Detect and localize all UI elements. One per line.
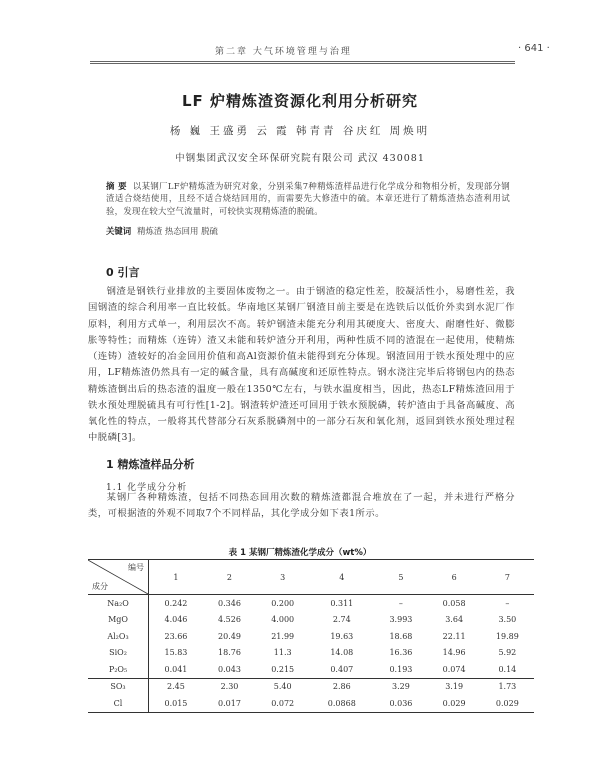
table-cell: 0.058 — [442, 598, 466, 608]
table-row — [88, 628, 534, 645]
table-corner-cell — [88, 560, 149, 595]
row-label: MgO — [88, 612, 149, 629]
table-cell: 0.029 — [495, 698, 519, 708]
table-cell: 15.83 — [164, 648, 188, 658]
table-cell: 14.96 — [442, 648, 466, 658]
table-cell: 0.407 — [330, 664, 354, 674]
table-cell: 3.64 — [445, 615, 464, 625]
abstract-label: 摘 要 — [106, 181, 127, 191]
table-cell: 4.000 — [271, 615, 295, 625]
table-row — [88, 695, 534, 712]
table-cell: 18.76 — [218, 648, 241, 658]
col-header: 6 — [428, 560, 481, 595]
table-cell: 3.29 — [374, 678, 427, 695]
table-cell: 0.311 — [330, 598, 354, 608]
table-cell: 4.046 — [164, 615, 188, 625]
table-cell: – — [398, 598, 403, 608]
table-cell: 18.68 — [389, 631, 413, 641]
paper-title: LF 炉精炼渣资源化利用分析研究 — [181, 92, 419, 110]
table-cell: 3.19 — [428, 678, 481, 695]
table-cell: 0.074 — [442, 664, 466, 674]
header-page-number: · 641 · — [518, 43, 550, 54]
section-1-1-text: 某钢厂各种精炼渣，包括不同热态回用次数的精炼渣都混合堆放在了一起，并未进行严格分类，可根据渣的外观不同取7个不同样品，其化学成分如下表1所示。 — [88, 492, 515, 520]
corner-top-label: 编号 — [128, 563, 144, 572]
col-header: 5 — [374, 560, 427, 595]
table-cell: 2.74 — [332, 615, 351, 625]
table-row — [88, 645, 534, 662]
table-cell: 23.66 — [164, 631, 188, 641]
paper-authors: 杨 巍 王盛勇 云 霞 韩青青 谷庆红 周焕明 — [169, 125, 431, 137]
table-cell: 19.63 — [330, 631, 354, 641]
keywords — [106, 225, 218, 237]
section-0-text: 钢渣是钢铁行业排放的主要固体废物之一。由于钢渣的稳定性差，胶凝活性小，易磨性差，我国钢渣的综合利用率一直比较低。华南地区某钢厂钢渣目前主要是在选铁后以低价外卖到水泥厂作原料，利用方式单一，利用层次不高。转炉钢渣未能充分利用其硬度大、密度大、耐磨性好、微膨胀等特性；而精炼（连铸）渣又未能和转炉渣分开利用，两种性质不同的渣混在一起使用，使精炼（连铸）渣较好的冶金回用价值和高Al资源价值未能得到充分体现。钢渣回用于铁水预处理中的应用，LF精炼渣仍然具有一定的碱含量，具有高碱度和还原性特点。钢水浇注完毕后将钢包内的热态精炼渣倒出后的热态渣的温度一般在1350℃左右，与铁水温度相当，因此，热态LF精炼渣回用于铁水预处理脱硫具有可行性[1-2]。钢渣转炉渣还可回用于铁水预脱磷，转炉渣由于具备高碱度、高氧化性的特点，一般将其代替部分石灰系脱磷剂中的一部分石灰和氧化剂，返回到铁水预处理过程中脱磷[3]。 — [88, 286, 515, 444]
table-row — [88, 661, 534, 678]
table-cell: 0.072 — [271, 698, 295, 708]
table-cell: – — [505, 598, 510, 608]
table-cell: 0.14 — [498, 664, 517, 674]
header-chapter: 第二章 大气环境管理与治理 — [215, 47, 352, 57]
section-1-title: 1 精炼渣样品分析 — [106, 458, 195, 471]
table-cell: 2.45 — [149, 678, 203, 695]
table-cell: 5.92 — [498, 648, 517, 658]
paper-affiliation: 中钢集团武汉安全环保研究院有限公司 武汉 430081 — [175, 153, 425, 164]
col-header: 2 — [203, 560, 256, 595]
table-cell: 0.036 — [389, 698, 413, 708]
table-cell: 22.11 — [442, 631, 466, 641]
abstract — [106, 180, 510, 217]
row-label: SiO₂ — [88, 645, 149, 662]
table-cell: 3.50 — [498, 615, 517, 625]
table-cell: 0.043 — [218, 664, 241, 674]
table-cell: 5.40 — [256, 678, 309, 695]
table-cell: 0.029 — [442, 698, 466, 708]
section-1-1-title: 1.1 化学成分分析 — [106, 483, 188, 493]
table-cell: 0.215 — [271, 664, 295, 674]
table-cell: 1.73 — [481, 678, 534, 695]
table-cell: 3.993 — [389, 615, 413, 625]
table-cell: 0.0868 — [327, 698, 356, 708]
corner-bottom-label: 成分 — [92, 582, 108, 591]
composition-table — [88, 559, 534, 713]
table-cell: 0.242 — [164, 598, 188, 608]
col-header: 4 — [309, 560, 374, 595]
row-label: Cl — [88, 695, 149, 712]
table-row — [88, 612, 534, 629]
table-cell: 19.89 — [495, 631, 519, 641]
row-label: Al₂O₃ — [88, 628, 149, 645]
col-header: 7 — [481, 560, 534, 595]
row-label: P₂O₅ — [88, 661, 149, 678]
header-rule-secondary — [90, 63, 515, 64]
table-cell: 0.015 — [164, 698, 188, 708]
table-header-row — [88, 560, 534, 595]
col-header: 3 — [256, 560, 309, 595]
row-label: SO₃ — [88, 678, 149, 695]
table-cell: 14.08 — [330, 648, 354, 658]
col-header: 1 — [149, 560, 203, 595]
table-cell: 2.30 — [203, 678, 256, 695]
table-cell: 0.041 — [164, 664, 188, 674]
table-cell: 20.49 — [218, 631, 241, 641]
table-cell: 2.86 — [309, 678, 374, 695]
table-cell: 0.017 — [218, 698, 241, 708]
section-0-title: 0 引言 — [106, 266, 140, 279]
table-title: 表 1 某钢厂精炼渣化学成分（wt%） — [228, 548, 372, 558]
table-row — [88, 595, 534, 612]
keywords-label: 关键词 — [106, 226, 132, 236]
table-cell: 11.3 — [273, 648, 292, 658]
table-cell: 0.200 — [271, 598, 295, 608]
table-cell: 21.99 — [271, 631, 295, 641]
table-cell: 0.346 — [218, 598, 241, 608]
abstract-text: 以某钢厂LF炉精炼渣为研究对象，分别采集7种精炼渣样品进行化学成分和物相分析，发现部分钢渣适合烧结使用，且经不适合烧结回用的，而需要先大修渣中的硫。本章还进行了精炼渣热态渣利用试验，发现在较大空气流量时，可较快实现精炼渣的脱硫。 — [106, 181, 510, 216]
table-cell: 16.36 — [389, 648, 413, 658]
keywords-text: 精炼渣 热态回用 脱硫 — [137, 226, 218, 236]
table-row — [88, 678, 534, 695]
table-cell: 0.193 — [389, 664, 413, 674]
header-rule — [90, 61, 515, 62]
row-label: Na₂O — [88, 595, 149, 612]
table-cell: 4.526 — [218, 615, 241, 625]
